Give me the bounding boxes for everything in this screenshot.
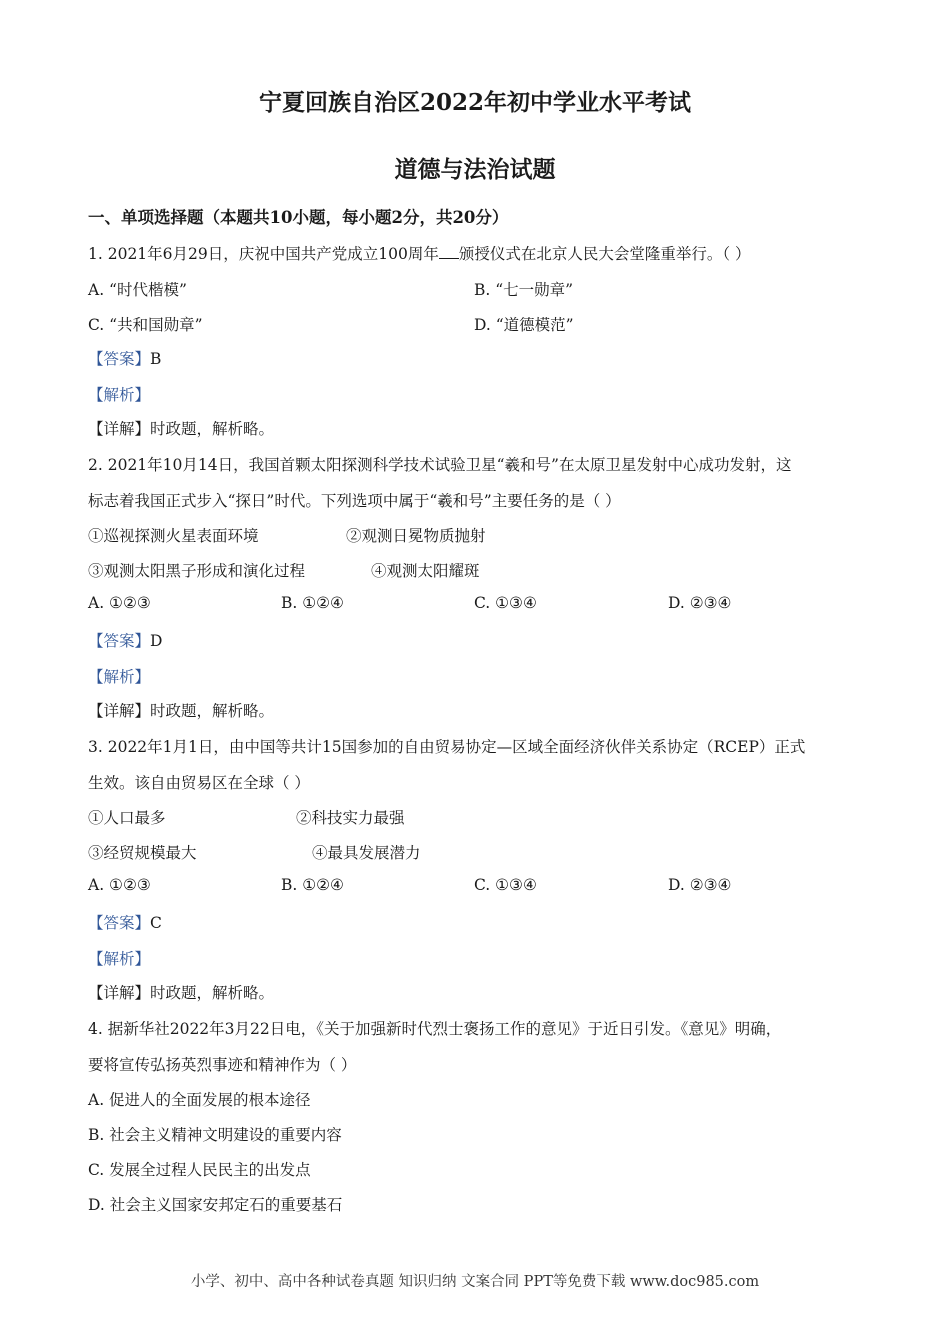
- q4-option-b: B. 社会主义精神文明建设的重要内容: [88, 1126, 342, 1144]
- page-title: 宁夏回族自治区2022年初中学业水平考试: [258, 89, 691, 116]
- q3-detail: [88, 981, 274, 1003]
- page-subtitle: 道德与法治试题: [394, 156, 556, 183]
- q2-analysis-label: 【解析】: [88, 668, 151, 686]
- page-footer: 小学、初中、高中各种试卷真题 知识归纳 文案合同 PPT等免费下载 www.doc985.com: [190, 1274, 760, 1290]
- q3-item-2: ②科技实力最强: [296, 809, 405, 827]
- q4-option-a: A. 促进人的全面发展的根本途径: [88, 1091, 311, 1109]
- q2-option-d: D. ②③④: [668, 594, 732, 612]
- q1-stem-part-b: 颁授仪式在北京人民大会堂隆重举行。（ ）: [458, 245, 751, 263]
- detail-label: 【详解】: [88, 702, 151, 720]
- q1-blank: [439, 246, 459, 259]
- q1-option-d: D. “道德模范”: [474, 316, 574, 334]
- q3-analysis-label: 【解析】: [88, 950, 151, 968]
- q3-option-b: B. ①②④: [281, 876, 344, 894]
- q1-answer: [88, 347, 161, 369]
- q3-stem-line2: 生效。该自由贸易区在全球（ ）: [88, 774, 310, 792]
- q2-answer-value: D: [150, 632, 163, 650]
- q1-option-a: A. “时代楷模”: [88, 281, 187, 299]
- q2-stem-line1: 2. 2021年10月14日，我国首颗太阳探测科学技术试验卫星“羲和号”在太原卫星发射中心成功发射，这: [88, 456, 792, 474]
- q3-answer-value: C: [150, 914, 162, 932]
- q2-detail: [88, 699, 274, 721]
- q4-option-d: D. 社会主义国家安邦定石的重要基石: [88, 1196, 343, 1214]
- q3-detail-text: 时政题，解析略。: [150, 984, 275, 1002]
- q2-answer: [88, 629, 162, 651]
- q3-stem-line1: 3. 2022年1月1日，由中国等共计15国参加的自由贸易协定—区域全面经济伙伴关系协定（RCEP）正式: [88, 738, 806, 756]
- q2-item-3: ③观测太阳黑子形成和演化过程: [88, 562, 306, 580]
- q2-item-2: ②观测日冕物质抛射: [346, 527, 486, 545]
- q1-analysis-label: 【解析】: [88, 386, 151, 404]
- q2-detail-text: 时政题，解析略。: [150, 702, 275, 720]
- q3-option-d: D. ②③④: [668, 876, 732, 894]
- q3-item-4: ④最具发展潜力: [312, 844, 421, 862]
- q4-option-c: C. 发展全过程人民民主的出发点: [88, 1161, 311, 1179]
- q2-option-b: B. ①②④: [281, 594, 344, 612]
- q1-answer-value: B: [150, 350, 162, 368]
- section-heading: 一、单项选择题（本题共10小题，每小题2分，共20分）: [88, 208, 509, 227]
- q2-option-a: A. ①②③: [88, 594, 151, 612]
- q3-item-1: ①人口最多: [88, 809, 166, 827]
- q4-stem-line2: 要将宣传弘扬英烈事迹和精神作为（ ）: [88, 1056, 357, 1074]
- answer-label: 【答案】: [88, 632, 151, 650]
- q3-item-3: ③经贸规模最大: [88, 844, 197, 862]
- detail-label: 【详解】: [88, 984, 151, 1002]
- q1-stem-part-a: 1. 2021年6月29日，庆祝中国共产党成立100周年: [88, 245, 439, 263]
- q2-stem-line2: 标志着我国正式步入“探日”时代。下列选项中属于“羲和号”主要任务的是（ ）: [88, 492, 621, 510]
- q1-option-c: C. “共和国勋章”: [88, 316, 203, 334]
- q3-answer: [88, 911, 162, 933]
- q4-stem-line1: 4. 据新华社2022年3月22日电，《关于加强新时代烈士褒扬工作的意见》于近日引发。《意见》明确，: [88, 1020, 782, 1038]
- q1-detail-text: 时政题，解析略。: [150, 420, 275, 438]
- q1-option-b: B. “七一勋章”: [474, 281, 574, 299]
- q2-item-4: ④观测太阳耀斑: [371, 562, 480, 580]
- q1-stem: [88, 242, 751, 264]
- q2-item-1: ①巡视探测火星表面环境: [88, 527, 259, 545]
- q2-option-c: C. ①③④: [474, 594, 537, 612]
- detail-label: 【详解】: [88, 420, 151, 438]
- q3-option-c: C. ①③④: [474, 876, 537, 894]
- answer-label: 【答案】: [88, 350, 151, 368]
- answer-label: 【答案】: [88, 914, 151, 932]
- q3-option-a: A. ①②③: [88, 876, 151, 894]
- q1-detail: [88, 417, 274, 439]
